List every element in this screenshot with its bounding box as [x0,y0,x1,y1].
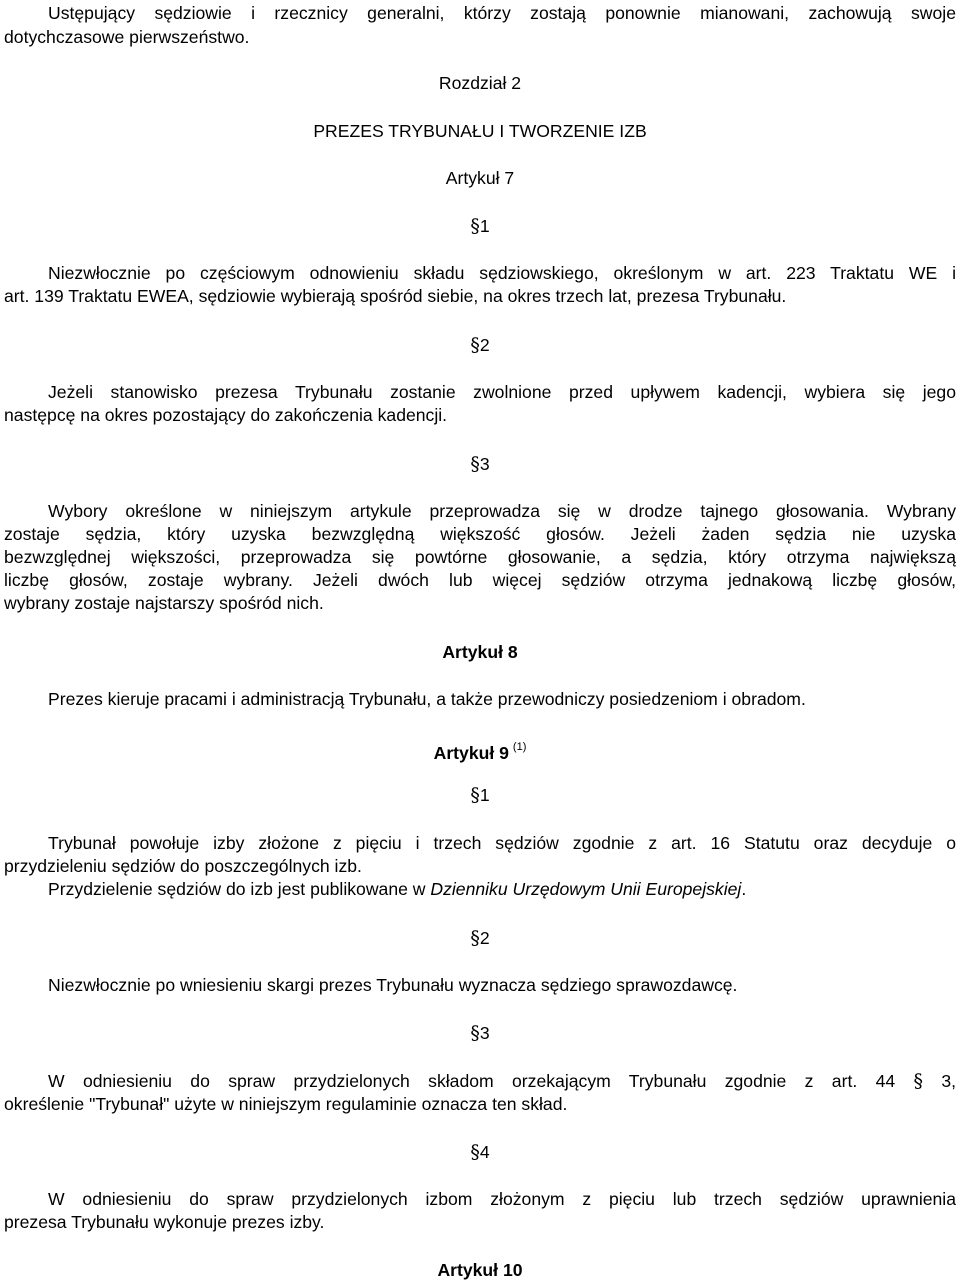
section-number: §2 [470,927,490,949]
section-symbol-icon: § [470,334,480,356]
paragraph-line: dotychczasowe pierwszeństwo. [4,27,250,47]
section-number: §1 [470,784,490,806]
article-heading: Artykuł 10 [437,1260,523,1280]
article-heading: Artykuł 9 $^{(1)}$ [433,741,527,763]
section-symbol-icon: § [913,1070,923,1092]
paragraph-line: prezesa Trybunału wykonuje prezes izby. [4,1212,325,1232]
section-number: §2 [470,334,490,356]
paragraph-line: liczbę głosów, zostaje wybrany. Jeżeli dwóch lub więcej sędziów otrzyma jednakową liczbę głosów, [4,570,956,590]
journal-title: Dzienniku Urzędowym Unii Europejskiej [430,879,742,899]
paragraph-line: Trybunał powołuje izby złożone z pięciu i trzech sędziów zgodnie z art. 16 Statutu oraz decyduje o [48,833,956,853]
section-symbol-icon: § [470,784,480,806]
paragraph-line: przydzieleniu sędziów do poszczególnych izb. [4,856,362,876]
section-symbol-icon: § [470,1141,480,1163]
chapter-number: Rozdział 2 [438,73,522,93]
paragraph-line: Wybory określone w niniejszym artykule przeprowadza się w drodze tajnego głosowania. Wybrany [48,501,956,521]
paragraph-line: zostaje sędzia, który uzyska bezwzględną większość głosów. Jeżeli żaden sędzia nie uzyska [4,524,956,544]
paragraph-line: W odniesieniu do spraw przydzielonych izbom złożonym z pięciu lub trzech sędziów uprawnienia [48,1189,956,1209]
article-heading: Artykuł 8 [442,642,518,662]
section-number: §1 [470,215,490,237]
section-symbol-icon: § [470,215,480,237]
paragraph-line: wybrany zostaje najstarszy spośród nich. [4,593,324,613]
paragraph-line: art. 139 Traktatu EWEA, sędziowie wybierają spośród siebie, na okres trzech lat, prezesa Trybunału. [4,286,787,306]
section-number: §3 [470,1022,490,1044]
paragraph-line: Niezwłocznie po wniesieniu skargi prezes Trybunału wyznacza sędziego sprawozdawcę. [48,975,738,995]
section-number: §4 [470,1141,490,1163]
section-number: §3 [470,453,490,475]
paragraph-line: Jeżeli stanowisko prezesa Trybunału zostanie zwolnione przed upływem kadencji, wybiera się jego [48,382,956,402]
paragraph-line: Ustępujący sędziowie i rzecznicy generalni, którzy zostają ponownie mianowani, zachowują swoje [48,3,956,23]
section-symbol-icon: § [470,927,480,949]
paragraph-line: W odniesieniu do spraw przydzielonych składom orzekającym Trybunału zgodnie z art. 44 § 3, [48,1070,957,1092]
article-heading: Artykuł 7 [445,168,515,188]
paragraph-line: Prezes kieruje pracami i administracją Trybunału, a także przewodniczy posiedzeniom i obradom. [48,689,806,709]
section-symbol-icon: § [470,1022,480,1044]
footnote-marker[interactable]: (1) [512,741,527,753]
paragraph-line: Przydzielenie sędziów do izb jest publikowane w Dzienniku Urzędowym Unii Europejskiej. [48,879,747,899]
paragraph-line: bezwzględnej większości, przeprowadza się powtórne głosowanie, a sędzia, który otrzyma największą [4,547,956,567]
paragraph-line: określenie "Trybunał" użyte w niniejszym regulaminie oznacza ten skład. [4,1094,568,1114]
section-symbol-icon: § [470,453,480,475]
chapter-title: PREZES TRYBUNAŁU I TWORZENIE IZB [313,121,647,141]
paragraph-line: następcę na okres pozostający do zakończenia kadencji. [4,405,448,425]
paragraph-line: Niezwłocznie po częściowym odnowieniu składu sędziowskiego, określonym w art. 223 Traktatu WE i [48,263,956,283]
